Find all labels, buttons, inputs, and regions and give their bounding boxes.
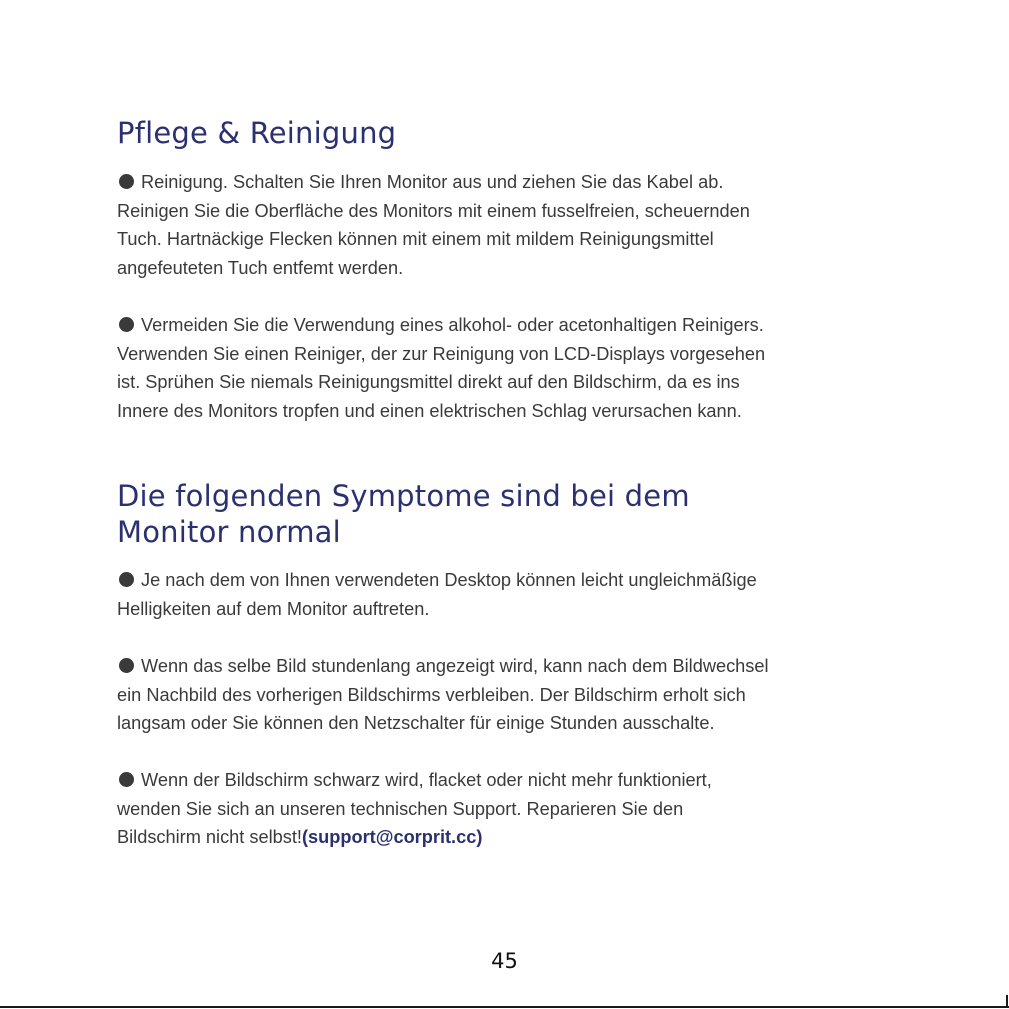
- paragraph-afterimage: [117, 652, 927, 738]
- bottom-divider: [0, 1006, 1009, 1008]
- paragraph-uneven-brightness: [117, 566, 927, 623]
- paragraph-line: Wenn das selbe Bild stundenlang angezeigt wird, kann nach dem Bildwechsel: [117, 652, 927, 681]
- paragraph-line: Je nach dem von Ihnen verwendeten Desktop können leicht ungleichmäßige: [117, 566, 927, 595]
- page-number: 45: [491, 949, 518, 973]
- paragraph-line: Innere des Monitors tropfen und einen elektrischen Schlag verursachen kann.: [117, 401, 742, 422]
- paragraph-line: Reinigen Sie die Oberfläche des Monitors mit einem fusselfreien, scheuernden: [117, 200, 750, 221]
- paragraph-line: Helligkeiten auf dem Monitor auftreten.: [117, 598, 430, 619]
- bullet-icon: [119, 174, 134, 189]
- paragraph-line: Bildschirm nicht selbst!(support@corprit.cc): [117, 827, 483, 848]
- bullet-icon: [119, 772, 134, 787]
- paragraph-line: ein Nachbild des vorherigen Bildschirms verbleiben. Der Bildschirm erholt sich: [117, 684, 746, 705]
- paragraph-contact-support: [117, 766, 927, 852]
- paragraph-line: Reinigung. Schalten Sie Ihren Monitor aus und ziehen Sie das Kabel ab.: [117, 168, 927, 197]
- paragraph-line: Vermeiden Sie die Verwendung eines alkohol- oder acetonhaltigen Reinigers.: [117, 311, 927, 340]
- paragraph-avoid-cleaners: [117, 311, 927, 426]
- heading-normal-symptoms: [117, 478, 837, 550]
- bullet-icon: [119, 317, 134, 332]
- paragraph-line: langsam oder Sie können den Netzschalter für einige Stunden ausschalte.: [117, 713, 715, 734]
- support-email-link[interactable]: (support@corprit.cc): [301, 827, 483, 848]
- heading-care-cleaning: Pflege & Reinigung: [117, 116, 397, 150]
- heading-line: Die folgenden Symptome sind bei dem: [117, 479, 690, 513]
- bullet-icon: [119, 572, 134, 587]
- paragraph-line: Tuch. Hartnäckige Flecken können mit einem mit mildem Reinigungsmittel: [117, 229, 714, 250]
- paragraph-line: Verwenden Sie einen Reiniger, der zur Reinigung von LCD-Displays vorgesehen: [117, 343, 766, 364]
- bullet-icon: [119, 658, 134, 673]
- paragraph-line: wenden Sie sich an unseren technischen Support. Reparieren Sie den: [117, 798, 684, 819]
- paragraph-line: angefeuteten Tuch entfemt werden.: [117, 258, 404, 279]
- paragraph-line: ist. Sprühen Sie niemals Reinigungsmittel direkt auf den Bildschirm, da es ins: [117, 372, 740, 393]
- heading-line: Monitor normal: [117, 515, 341, 549]
- paragraph-line: Wenn der Bildschirm schwarz wird, flacket oder nicht mehr funktioniert,: [117, 766, 927, 795]
- paragraph-cleaning: [117, 168, 927, 283]
- crop-mark: [1006, 995, 1008, 1007]
